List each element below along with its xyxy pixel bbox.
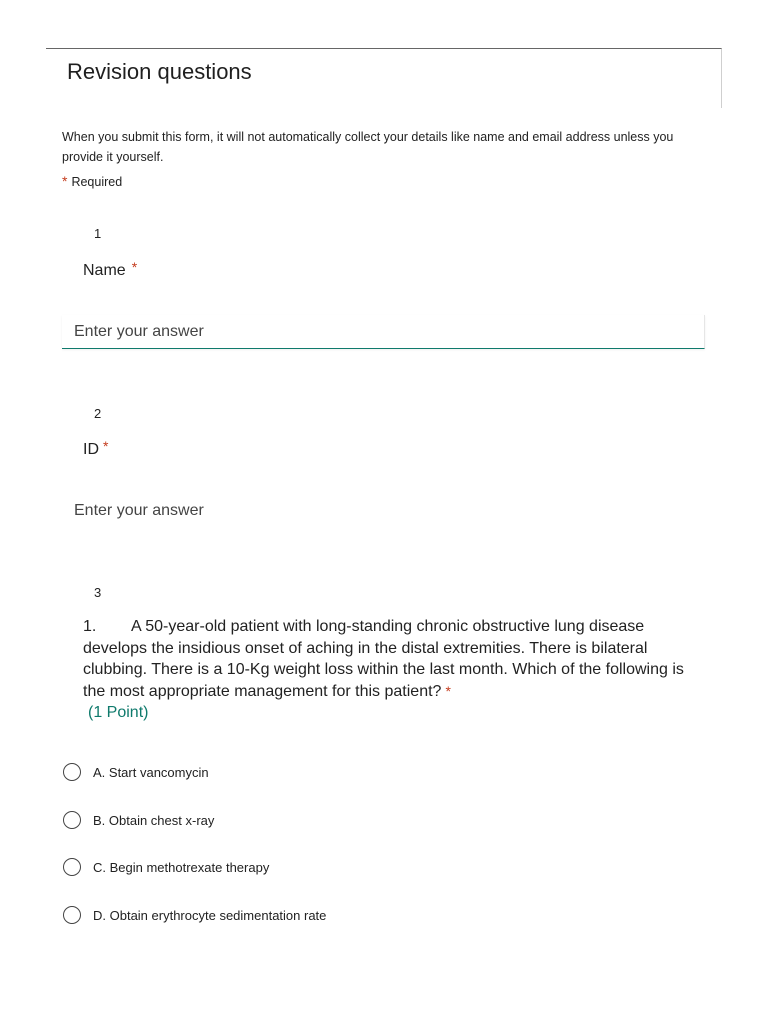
question-3-stem: A 50-year-old patient with long-standing chronic obstructive lung disease develops the insidious onset of aching in the distal extremities. There is bilateral clubbing. There is a 10-Kg weight loss within the last month. Which of the following is the most appropriate management for this patient? (83, 618, 684, 700)
radio-icon[interactable] (63, 858, 81, 876)
required-asterisk: * (62, 173, 68, 189)
question-3-required-asterisk: * (445, 682, 451, 699)
radio-icon[interactable] (63, 906, 81, 924)
option-b[interactable] (63, 809, 214, 831)
radio-icon[interactable] (63, 811, 81, 829)
question-3-text (83, 616, 703, 724)
id-input[interactable] (62, 497, 705, 525)
option-c[interactable] (63, 856, 269, 878)
option-a-label: A. Start vancomycin (93, 764, 209, 780)
question-3-lead-number: 1. (83, 618, 97, 635)
radio-icon[interactable] (63, 763, 81, 781)
question-1-number: 1 (94, 226, 102, 241)
question-3-number: 3 (94, 585, 102, 600)
question-1-required-asterisk: * (131, 259, 138, 275)
option-c-label: C. Begin methotrexate therapy (93, 859, 270, 875)
question-3-points: (1 Point) (88, 704, 149, 721)
required-legend (62, 173, 122, 189)
required-legend-text: Required (71, 175, 123, 189)
question-2-number: 2 (94, 406, 102, 421)
question-2-required-asterisk: * (103, 438, 109, 454)
option-d-label: D. Obtain erythrocyte sedimentation rate (93, 907, 327, 923)
name-input[interactable] (62, 315, 705, 349)
privacy-note: When you submit this form, it will not automatically collect your details like name and email address unless you provide it yourself. (62, 130, 674, 164)
question-1-title: Name (83, 262, 126, 279)
form-title: Revision questions (67, 59, 252, 84)
option-b-label: B. Obtain chest x-ray (93, 812, 215, 828)
question-1-label (83, 259, 137, 280)
question-2-label (83, 438, 108, 459)
option-a[interactable] (63, 761, 209, 783)
question-2-title: ID (83, 441, 99, 458)
option-d[interactable] (63, 904, 326, 926)
